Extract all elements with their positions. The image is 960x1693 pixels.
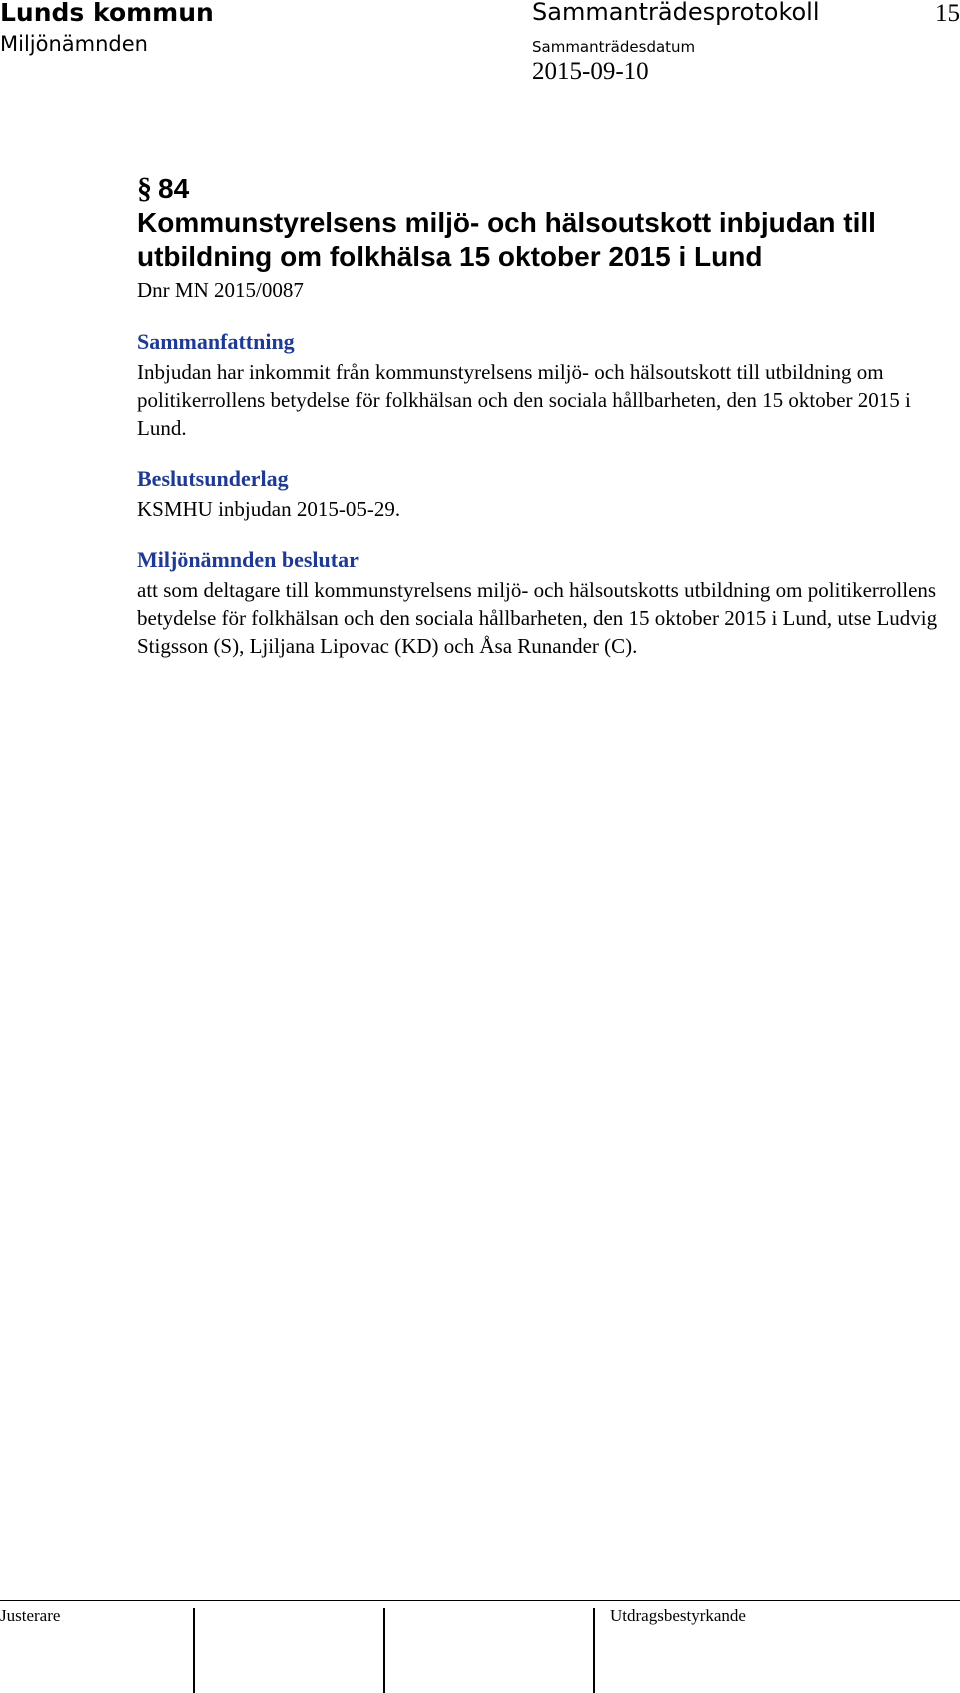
- date-label: Sammanträdesdatum: [532, 38, 696, 56]
- section-number: 84: [158, 173, 190, 204]
- protocol-section: [137, 172, 947, 660]
- signature-field-divider: [193, 1608, 195, 1693]
- decision-text: att som deltagare till kommunstyrelsens miljö- och hälsoutskotts utbildning om politikerrollens betydelse för folkhälsan och den sociala hållbarheten, den 15 oktober 2015 i Lund, utse Ludvig Stigsson (S), Ljiljana Lipovac (KD) och Åsa Runander (C).: [137, 578, 938, 658]
- signature-footer: [0, 1600, 960, 1693]
- meeting-date: 2015-09-10: [532, 58, 649, 85]
- footer-divider: [0, 1600, 960, 1601]
- signature-field-divider: [383, 1608, 385, 1693]
- section-title: Kommunstyrelsens miljö- och hälsoutskott inbjudan till utbildning om folkhälsa 15 oktober 2015 i Lund: [137, 207, 876, 272]
- summary-text: Inbjudan har inkommit från kommunstyrelsens miljö- och hälsoutskott till utbildning om politikerrollens betydelse för folkhälsan och den sociala hållbarheten, den 15 oktober 2015 i Lund.: [137, 360, 911, 440]
- case-number: Dnr MN 2015/0087: [137, 278, 304, 302]
- section-number-line: [137, 172, 947, 206]
- document-type: Sammanträdesprotokoll: [532, 0, 820, 26]
- summary-heading: Sammanfattning: [137, 329, 295, 354]
- signature-field-divider: [593, 1608, 595, 1693]
- basis-text: KSMHU inbjudan 2015-05-29.: [137, 497, 401, 521]
- page-number: 15: [935, 0, 960, 27]
- committee-name: Miljönämnden: [0, 32, 148, 56]
- decision-heading: Miljönämnden beslutar: [137, 547, 359, 572]
- adjuster-label: Justerare: [0, 1606, 61, 1625]
- organization-name: Lunds kommun: [0, 0, 214, 27]
- certification-label: Utdragsbestyrkande: [610, 1606, 746, 1625]
- paragraph-sign-icon: §: [137, 172, 152, 205]
- basis-heading: Beslutsunderlag: [137, 466, 289, 491]
